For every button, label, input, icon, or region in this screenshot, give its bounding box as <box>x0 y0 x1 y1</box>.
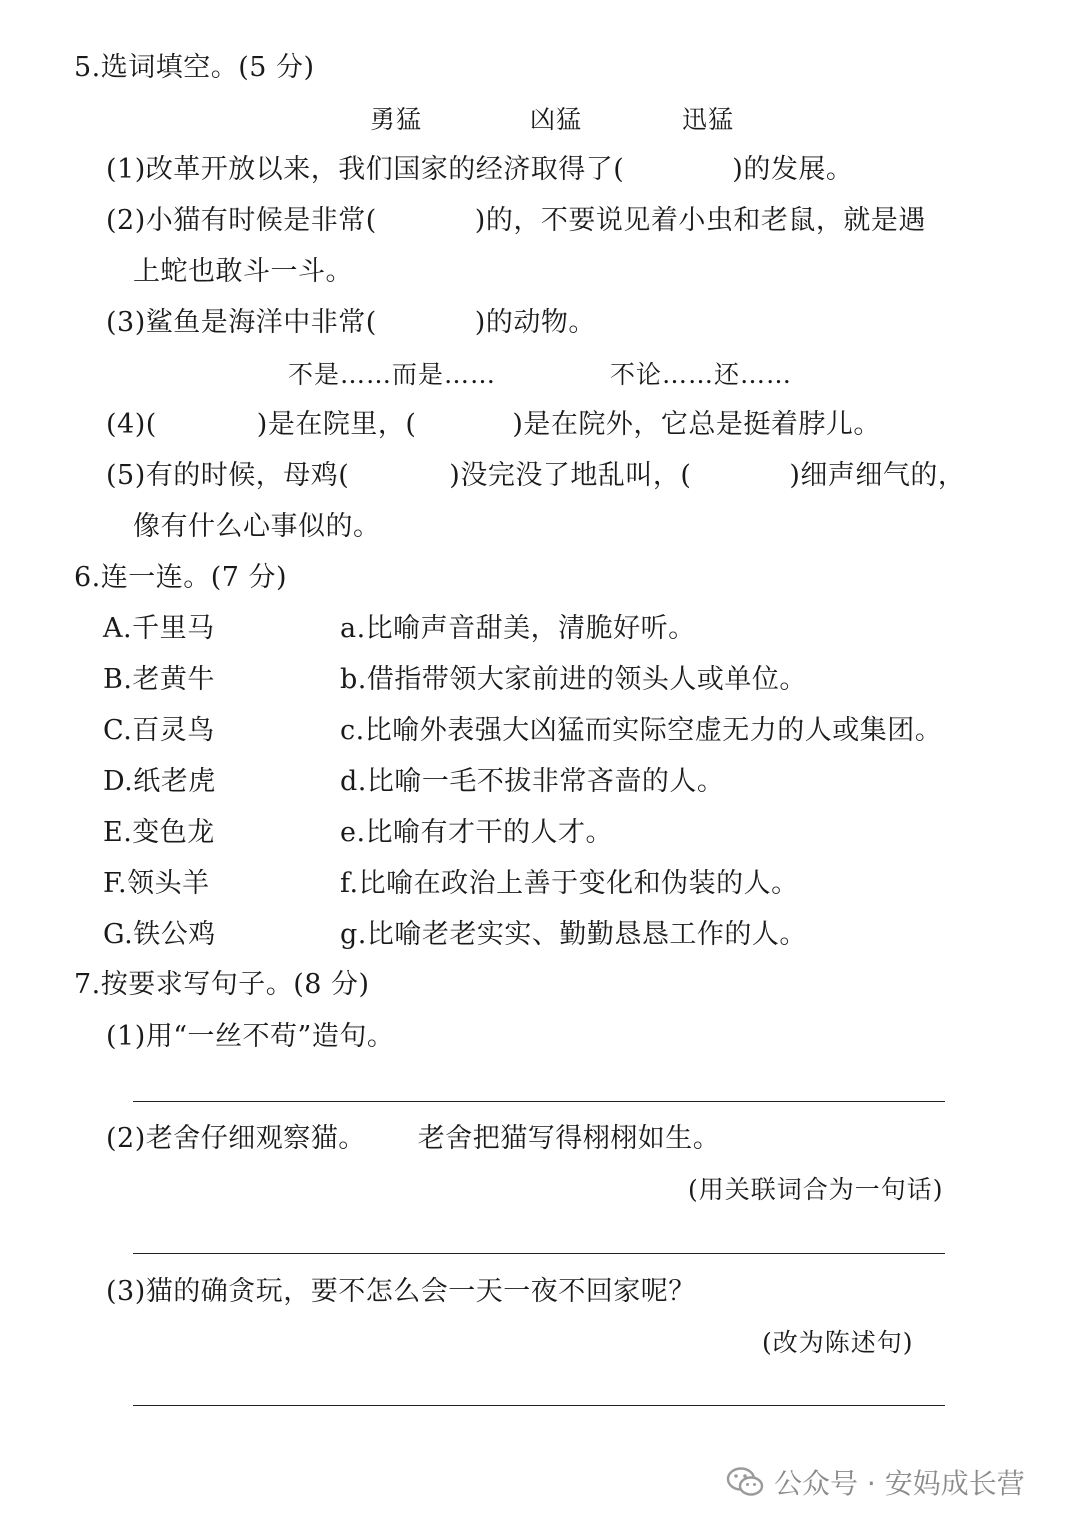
q6-right-d: d.比喻一毛不拔非常吝啬的人。 <box>340 766 725 797</box>
q7-item-2-sentence-a: (2)老舍仔细观察猫。 <box>106 1123 366 1154</box>
q7-item-2 <box>106 1121 720 1157</box>
q5-item-3 <box>106 305 596 341</box>
watermark <box>726 1462 1025 1502</box>
answer-line-3[interactable] <box>133 1405 945 1406</box>
wechat-icon <box>726 1466 764 1498</box>
answer-line-2[interactable] <box>133 1253 945 1254</box>
word-xunmeng: 迅猛 <box>682 105 735 134</box>
q6-right-f: f.比喻在政治上善于变化和伪装的人。 <box>340 868 799 899</box>
q5-item-4-part-c: )是在院外，它总是挺着脖儿。 <box>512 409 881 440</box>
q5-item-3-after: )的动物。 <box>474 307 596 338</box>
q7-title: 7.按要求写句子。(8 分) <box>74 969 370 1000</box>
q7-item-3: (3)猫的确贪玩，要不怎么会一天一夜不回家呢？ <box>106 1276 696 1307</box>
q5-item-4 <box>106 407 881 443</box>
q6-left-a: A.千里马 <box>103 613 215 644</box>
q7-item-1: (1)用“一丝不苟”造句。 <box>106 1021 395 1052</box>
q5-item-2-cont: 上蛇也敢斗一斗。 <box>133 256 353 287</box>
q5-item-1-before: (1)改革开放以来，我们国家的经济取得了( <box>106 154 625 185</box>
q5-item-2 <box>106 203 926 239</box>
word-bushi-ershi: 不是……而是…… <box>288 360 497 389</box>
q5-item-5-cont: 像有什么心事似的。 <box>133 511 381 542</box>
q6-left-g: G.铁公鸡 <box>103 919 216 950</box>
q5-item-2-before: (2)小猫有时候是非常( <box>106 205 377 236</box>
q5-item-5-part-b: )没完没了地乱叫，( <box>449 460 692 491</box>
q5-item-1-after: )的发展。 <box>732 154 854 185</box>
q5-item-4-part-a: (4)( <box>106 409 157 440</box>
q5-item-4-part-b: )是在院里，( <box>256 409 417 440</box>
q6-right-e: e.比喻有才干的人才。 <box>340 817 614 848</box>
q6-title: 6.连一连。(7 分) <box>74 562 288 593</box>
answer-line-1[interactable] <box>133 1101 945 1102</box>
q6-right-a: a.比喻声音甜美，清脆好听。 <box>340 613 696 644</box>
q5-title: 5.选词填空。(5 分) <box>74 52 315 83</box>
q6-left-e: E.变色龙 <box>103 817 215 848</box>
word-yongmeng: 勇猛 <box>370 105 423 134</box>
q6-left-f: F.领头羊 <box>103 868 210 899</box>
q5-item-3-before: (3)鲨鱼是海洋中非常( <box>106 307 377 338</box>
q6-right-c: c.比喻外表强大凶猛而实际空虚无力的人或集团。 <box>340 715 943 746</box>
q6-left-d: D.纸老虎 <box>103 766 216 797</box>
watermark-text: 公众号 · 安妈成长营 <box>774 1467 1025 1500</box>
word-bulun-hai: 不论……还…… <box>610 360 793 389</box>
q7-item-3-instruction: (改为陈述句) <box>762 1328 914 1357</box>
q5-item-5-part-a: (5)有的时候，母鸡( <box>106 460 350 491</box>
q7-item-2-sentence-b: 老舍把猫写得栩栩如生。 <box>417 1123 721 1154</box>
q5-item-2-after: )的，不要说见着小虫和老鼠，就是遇 <box>474 205 926 236</box>
word-xiongmeng: 凶猛 <box>530 105 583 134</box>
q6-left-b: B.老黄牛 <box>103 664 215 695</box>
q6-right-b: b.借指带领大家前进的领头人或单位。 <box>340 664 807 695</box>
q6-left-c: C.百灵鸟 <box>103 715 215 746</box>
q5-item-1 <box>106 152 853 188</box>
q5-item-5-part-c: )细声细气的， <box>789 460 966 491</box>
q7-item-2-instruction: (用关联词合为一句话) <box>688 1175 944 1204</box>
q6-right-g: g.比喻老老实实、勤勤恳恳工作的人。 <box>340 919 807 950</box>
q5-item-5 <box>106 458 965 494</box>
